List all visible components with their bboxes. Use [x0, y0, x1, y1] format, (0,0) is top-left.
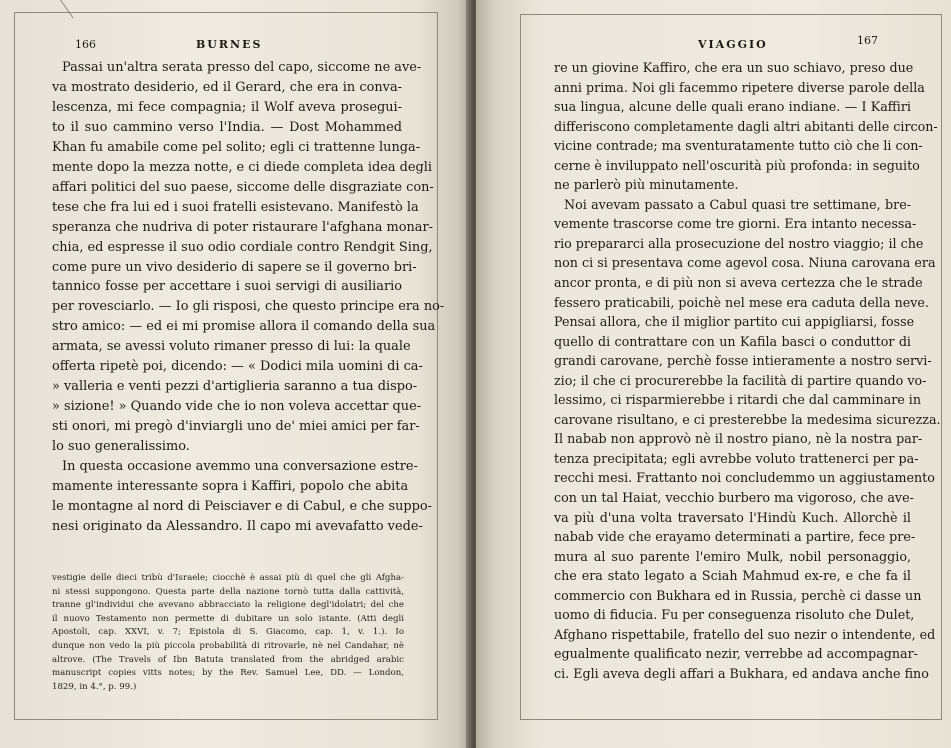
- left-body-text: [52, 58, 445, 537]
- text-line: anni prima. Noi gli facemmo ripetere diverse parole della: [554, 79, 925, 95]
- text-line: chia, ed espresse il suo odio cordiale contro Rendgit Sing,: [52, 239, 433, 255]
- text-line: re un giovine Kaffiro, che era un suo schiavo, preso due: [554, 60, 914, 75]
- text-line: tannico fosse per accettare i suoi servigi di ausiliario: [52, 279, 402, 295]
- text-line: lescenza, mi fece compagnia; il Wolf aveva prosegui-: [52, 99, 402, 115]
- text-line: mente dopo la mezza notte, e ci diede completa idea degli: [52, 159, 433, 175]
- right-page-number: 167: [857, 34, 878, 47]
- left-page-number: 166: [75, 38, 96, 51]
- text-line: Khan fu amabile come pel solito; egli ci trattenne lunga-: [52, 139, 421, 155]
- text-line: quello di contrattare con un Kafila basci o conduttor di: [554, 333, 911, 349]
- right-page: [476, 0, 951, 748]
- right-running-title: VIAGGIO: [698, 38, 768, 51]
- text-line: ancor pronta, e di più non si aveva certezza che le strade: [554, 275, 923, 291]
- text-line: fessero praticabili, poichè nel mese era caduta della neve.: [554, 294, 929, 310]
- text-line: vestigie delle dieci tribù d'Israele; ciocchè è assai più di quel che gli Afgha-: [52, 573, 404, 583]
- text-line: lo suo generalissimo.: [52, 439, 190, 455]
- text-line: manuscript copies vitts notes; by the Rev. Samuel Lee, DD. — London,: [52, 668, 404, 679]
- text-line: grandi carovane, perchè fosse intieramente a nostro servi-: [554, 353, 932, 369]
- text-line: uomo di fiducia. Fu per conseguenza risoluto che Dulet,: [554, 607, 915, 623]
- text-line: In questa occasione avemmo una conversazione estre-: [62, 459, 418, 475]
- left-running-title: BURNES: [196, 38, 263, 51]
- text-line: non ci si presentava come agevol cosa. Niuna carovana era: [554, 255, 936, 271]
- text-line: sua lingua, alcune delle quali erano indiane. — I Kaffiri: [554, 99, 911, 115]
- text-line: Apostoli, cap. XXVI, v. 7; Epistola di S. Giacomo, cap. 1, v. 1.). Io: [52, 627, 404, 638]
- text-line: affari politici del suo paese, siccome delle disgraziate con-: [52, 179, 434, 195]
- text-line: commercio con Bukhara ed in Russia, perchè ci dasse un: [554, 587, 922, 603]
- text-line: rio prepararci alla prosecuzione del nostro viaggio; il che: [554, 235, 924, 251]
- text-line: ni stessi suppongono. Questa parte della nazione tornò tutta dalla cattività,: [52, 586, 404, 597]
- text-line: vicine contrade; ma sventuratamente tutto ciò che li con-: [554, 138, 923, 154]
- text-line: va più d'una volta traversato l'Hindù Kuch. Allorchè il: [554, 509, 911, 525]
- text-line: cerne è inviluppato nell'oscurità più profonda: in seguito: [554, 157, 920, 173]
- text-line: va mostrato desiderio, ed il Gerard, che era in conva-: [52, 79, 402, 95]
- right-body-text: [554, 58, 941, 684]
- text-line: tenza precipitata; egli avrebbe voluto trattenerci per pa-: [554, 450, 919, 466]
- text-line: ne parlerò più minutamente.: [554, 177, 739, 193]
- text-line: nabab vide che erayamo determinati a partire, fece pre-: [554, 529, 916, 545]
- text-line: ci. Egli aveva degli affari a Bukhara, ed andava anche fino: [554, 665, 929, 681]
- text-line: recchi mesi. Frattanto noi concludemmo un aggiustamento: [554, 470, 935, 486]
- left-running-head: [0, 38, 472, 54]
- text-line: vemente trascorse come tre giorni. Era intanto necessa-: [554, 216, 917, 232]
- text-line: egualmente qualificato nezir, verrebbe ad accompagnar-: [554, 646, 918, 662]
- text-line: nesi originato da Alessandro. Il capo mi avevafatto vede-: [52, 518, 423, 534]
- bleed-through-text: [200, 536, 390, 572]
- text-line: differiscono completamente dagli altri abitanti delle circon-: [554, 118, 938, 134]
- text-line: le montagne al nord di Peisciaver e di Cabul, e che suppo-: [52, 498, 433, 514]
- text-line: come pure un vivo desiderio di sapere se il governo bri-: [52, 259, 417, 275]
- left-page: [0, 0, 472, 748]
- text-line: sti onori, mi pregò d'inviargli uno de' miei amici per far-: [52, 419, 420, 435]
- text-line: speranza che nudriva di poter ristaurare l'afghana monar-: [52, 219, 433, 235]
- text-line: armata, se avessi voluto rimaner presso di lui: la quale: [52, 339, 411, 355]
- text-line: per rovesciarlo. — Io gli risposi, che questo principe era no-: [52, 299, 445, 315]
- text-line: altrove. (The Travels of Ibn Batuta translated from the abridged arabic: [52, 654, 404, 665]
- text-line: lessimo, ci risparmierebbe i ritardi che dal camminare in: [554, 392, 922, 408]
- text-line: to il suo cammino verso l'India. — Dost Mohammed: [52, 119, 402, 135]
- text-line: tranne gl'individui che avevano abbracciato la religione degl'idolatri; del che: [52, 600, 404, 611]
- text-line: offerta ripetè poi, dicendo: — « Dodici mila uomini di ca-: [52, 359, 423, 375]
- text-line: il nuovo Testamento non permette di dubitare un solo istante. (Atti degli: [52, 613, 404, 624]
- right-running-head: [476, 34, 951, 54]
- text-line: stro amico: — ed ei mi promise allora il comando della sua: [52, 319, 436, 335]
- text-line: che era stato legato a Sciah Mahmud ex-re, e che fa il: [554, 568, 911, 584]
- text-line: 1829, in 4.°, p. 99.): [52, 681, 137, 692]
- text-line: con un tal Haiat, vecchio burbero ma vigoroso, che ave-: [554, 490, 914, 506]
- text-line: mura al suo parente l'emiro Mulk, nobil personaggio,: [554, 548, 911, 564]
- text-line: » sizione! » Quando vide che io non voleva accettar que-: [52, 399, 422, 415]
- left-footnote: [52, 572, 404, 694]
- text-line: Il nabab non approvò nè il nostro piano, nè la nostra par-: [554, 431, 923, 447]
- text-line: Noi avevam passato a Cabul quasi tre settimane, bre-: [564, 196, 911, 212]
- text-line: » valleria e venti pezzi d'artiglieria saranno a tua dispo-: [52, 379, 418, 395]
- text-line: dunque non vedo la più piccola probabilità di ritrovarle, nè nel Candahar, nè: [52, 640, 404, 651]
- text-line: tese che fra lui ed i suoi fratelli esistevano. Manifestò la: [52, 199, 419, 215]
- text-line: carovane risultano, e ci presterebbe la medesima sicurezza.: [554, 411, 941, 427]
- text-line: Afghano rispettabile, fratello del suo nezir o intendente, ed: [554, 626, 936, 642]
- text-line: Pensai allora, che il miglior partito cui appigliarsi, fosse: [554, 314, 915, 330]
- text-line: mamente interessante sopra i Kaffiri, popolo che abita: [52, 479, 409, 495]
- text-line: zio; il che ci procurerebbe la facilità di partire quando vo-: [554, 372, 927, 388]
- text-line: Passai un'altra serata presso del capo, siccome ne ave-: [62, 60, 422, 75]
